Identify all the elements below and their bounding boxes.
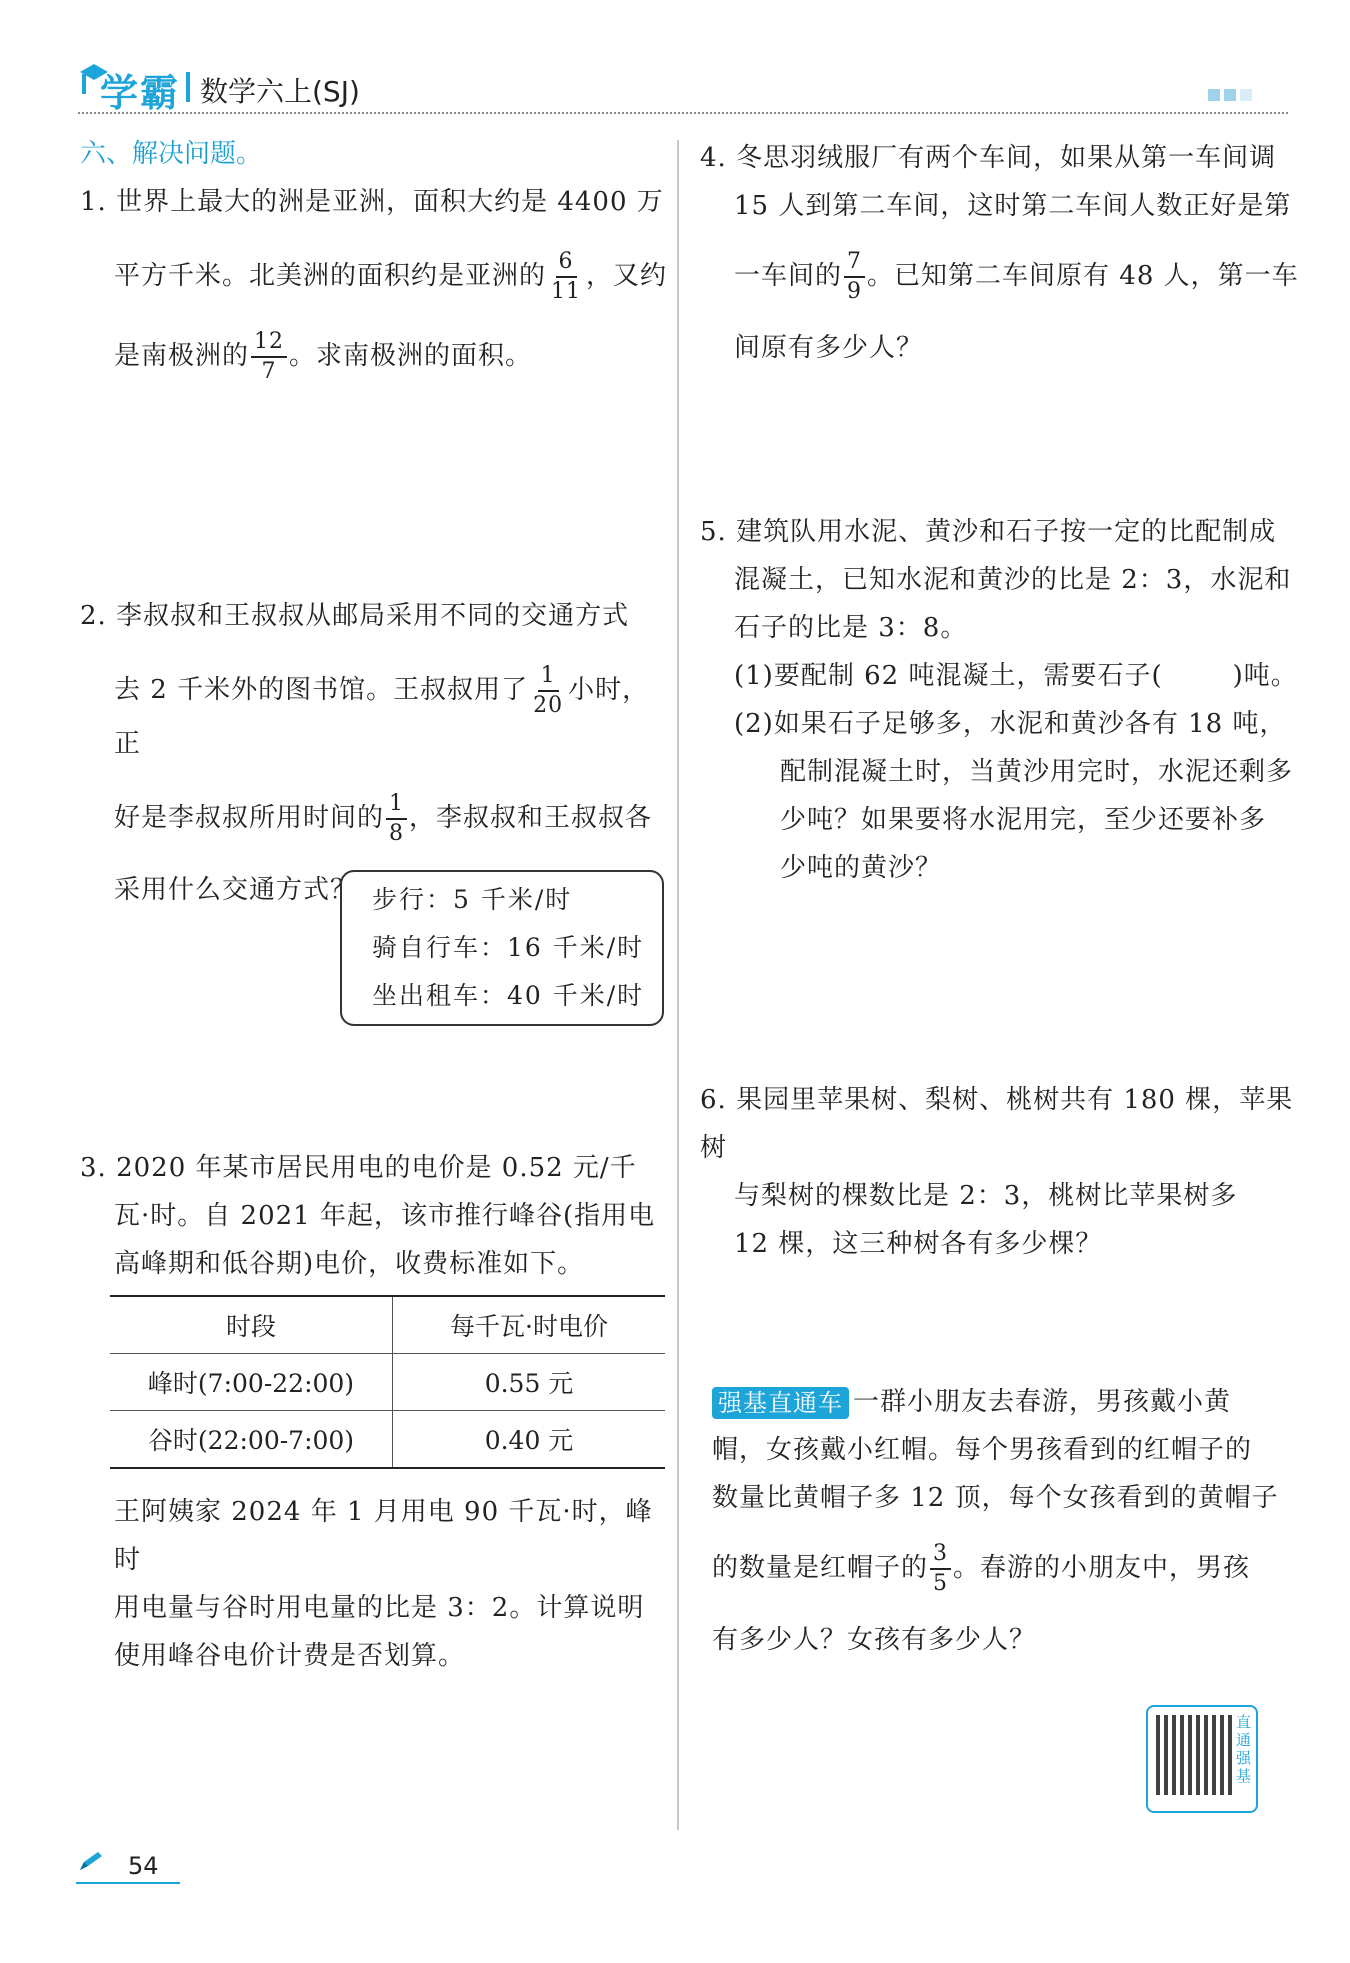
q4-line3b: 。已知第二车间原有 48 人，第一车 [867,261,1299,291]
question-number: 6. [700,1085,727,1115]
q5-line1: 建筑队用水泥、黄沙和石子按一定的比配制成 [736,517,1277,547]
q6-line2: 与梨树的棵数比是 2：3，桃树比苹果树多 [734,1181,1238,1211]
table-header: 每千瓦·时电价 [393,1296,666,1354]
price-table [110,1295,665,1469]
q1-line2b: ，又约 [586,261,668,291]
q4-line1: 冬思羽绒服厂有两个车间，如果从第一车间调 [736,143,1277,173]
footer-line [76,1882,180,1884]
q5-sub2-4: 少吨的黄沙？ [780,853,943,883]
question-5 [700,508,1310,892]
transport-bike: 骑自行车：16 千米/时 [372,933,645,962]
bonus-question [712,1378,1312,1664]
q2-line3b: ，李叔叔和王叔叔各 [409,803,653,833]
question-4 [700,134,1310,372]
q1-line2a: 平方千米。北美洲的面积约是亚洲的 [114,261,547,291]
bonus-line2: 帽，女孩戴小红帽。每个男孩看到的红帽子的 [712,1435,1253,1465]
fraction: $\frac{3}{5}$ [930,1540,951,1598]
q3-after1: 王阿姨家 2024 年 1 月用电 90 千瓦·时，峰时 [114,1497,653,1575]
question-number: 5. [700,517,727,547]
header-divider [78,112,1288,114]
qr-code[interactable] [1146,1705,1258,1813]
q4-line2: 15 人到第二车间，这时第二车间人数正好是第 [734,191,1292,221]
qr-pattern [1156,1715,1236,1795]
question-2 [80,592,670,914]
bonus-badge: 强基直通车 [712,1387,849,1419]
fraction: $\frac{1}{20}$ [533,663,564,718]
fraction: $\frac{12}{7}$ [251,328,287,386]
fraction: $\frac{7}{9}$ [844,248,865,306]
question-6 [700,1076,1310,1268]
question-3-continued [114,1488,674,1680]
column-divider [677,140,679,1830]
question-number: 2. [80,601,107,631]
q1-line3b: 。求南极洲的面积。 [289,341,533,371]
q5-sub2-2: 配制混凝土时，当黄沙用完时，水泥还剩多 [780,757,1294,787]
q2-line2b: 小时，正 [114,675,650,759]
question-3 [80,1144,670,1288]
table-row [110,1354,665,1411]
q6-line3: 12 棵，这三种树各有多少棵？ [734,1229,1103,1259]
q2-line3a: 好是李叔叔所用时间的 [114,803,385,833]
q4-line4: 间原有多少人？ [734,333,924,363]
fraction: $\frac{6}{11}$ [551,249,582,304]
table-header-row [110,1296,665,1354]
q5-line2: 混凝土，已知水泥和黄沙的比是 2：3，水泥和 [734,565,1292,595]
table-cell: 0.40 元 [393,1411,666,1469]
bonus-line1: 一群小朋友去春游，男孩戴小黄 [853,1387,1232,1417]
q2-line4: 采用什么交通方式？ [114,875,358,905]
transport-speed-box [340,870,664,1026]
brand-logo: 学霸 [100,71,181,115]
fraction: $\frac{1}{8}$ [386,790,407,848]
table-cell: 谷时(22:00-7:00) [110,1411,393,1469]
q5-line3: 石子的比是 3：8。 [734,613,968,643]
q4-line3a: 一车间的 [734,261,843,291]
table-cell: 峰时(7:00-22:00) [110,1354,393,1411]
bonus-line4b: 。春游的小朋友中，男孩 [953,1553,1251,1583]
q5-sub1a: (1)要配制 62 吨混凝土，需要石子( [734,661,1163,691]
q2-line2a: 去 2 千米外的图书馆。王叔叔用了 [114,675,529,705]
question-number: 3. [80,1153,107,1183]
qr-label: 直通强基 [1236,1713,1252,1785]
question-1 [80,178,670,386]
question-number: 4. [700,143,727,173]
table-row [110,1411,665,1469]
transport-walk: 步行：5 千米/时 [372,885,573,914]
q6-line1: 果园里苹果树、梨树、桃树共有 180 棵，苹果树 [700,1085,1294,1163]
q3-after3: 使用峰谷电价计费是否划算。 [114,1641,466,1671]
q5-sub2-3: 少吨？如果要将水泥用完，至少还要补多 [780,805,1267,835]
transport-taxi: 坐出租车：40 千米/时 [372,981,645,1010]
q3-line1: 2020 年某市居民用电的电价是 0.52 元/千 [116,1153,637,1183]
logo-separator [186,72,190,102]
q3-line2: 瓦·时。自 2021 年起，该市推行峰谷(指用电 [114,1201,656,1231]
q2-line1: 李叔叔和王叔叔从邮局采用不同的交通方式 [116,601,630,631]
bonus-line5: 有多少人？女孩有多少人？ [712,1625,1037,1655]
q3-line3: 高峰期和低谷期)电价，收费标准如下。 [114,1249,585,1279]
bonus-line4a: 的数量是红帽子的 [712,1553,929,1583]
table-cell: 0.55 元 [393,1354,666,1411]
q1-line3a: 是南极洲的 [114,341,250,371]
q5-sub1b: )吨。 [1232,661,1298,691]
q1-line1: 世界上最大的洲是亚洲，面积大约是 4400 万 [116,187,664,217]
section-title: 六、解决问题。 [80,139,263,169]
pencil-icon [76,1850,106,1874]
bonus-line3: 数量比黄帽子多 12 顶，每个女孩看到的黄帽子 [712,1483,1279,1513]
table-header: 时段 [110,1296,393,1354]
book-title: 数学六上(SJ) [200,75,360,108]
page-number: 54 [128,1852,159,1880]
q5-sub2-1: (2)如果石子足够多，水泥和黄沙各有 18 吨， [734,709,1287,739]
header-decoration [1208,86,1256,105]
q3-after2: 用电量与谷时用电量的比是 3：2。计算说明 [114,1593,645,1623]
question-number: 1. [80,187,107,217]
